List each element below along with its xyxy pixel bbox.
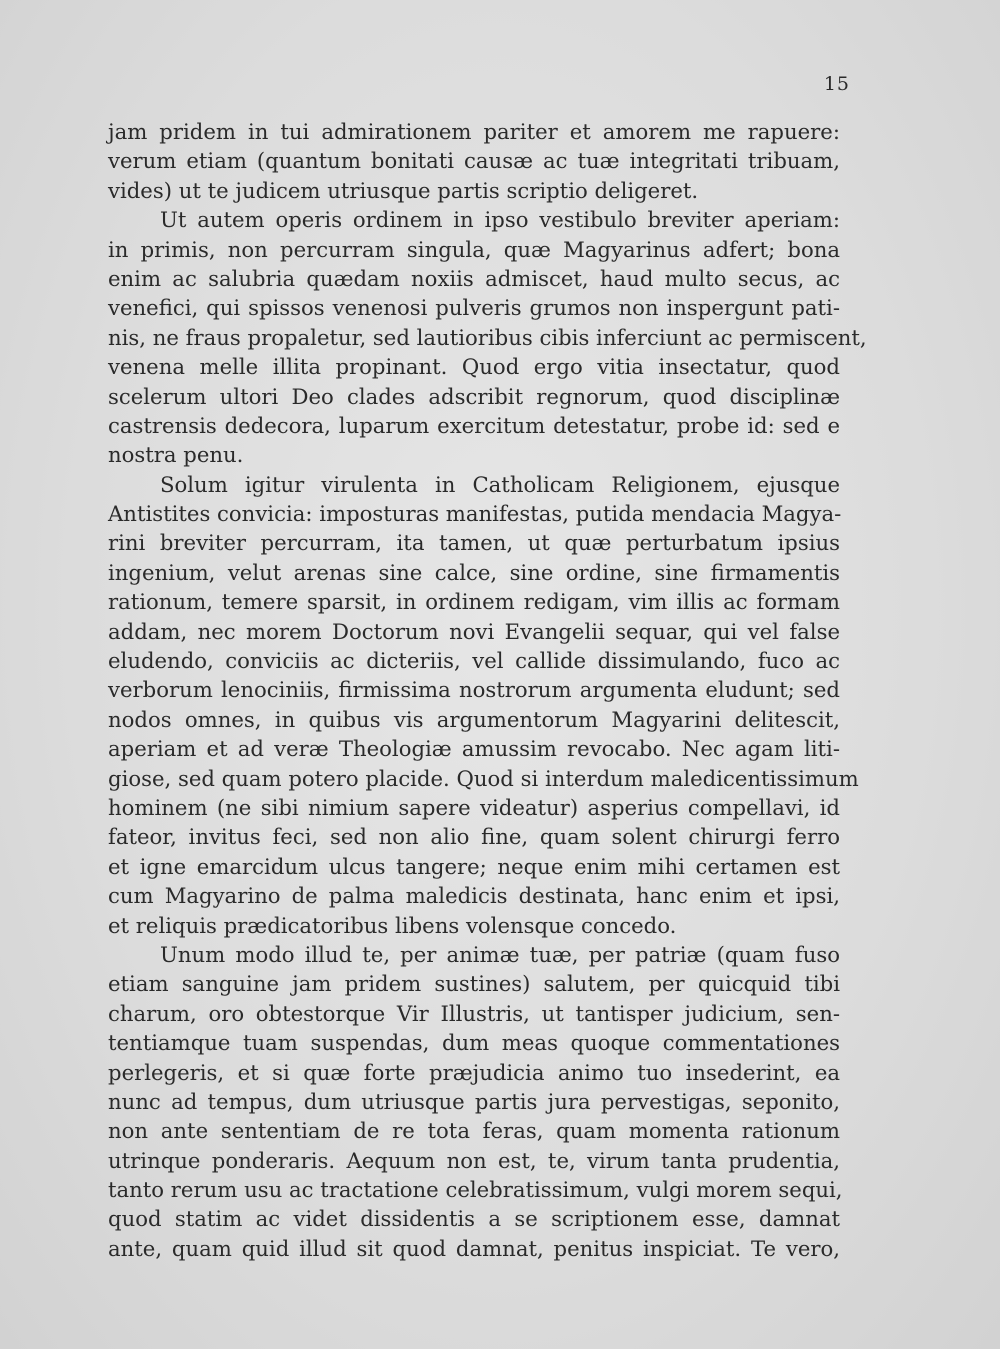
text-line: scelerum ultori Deo clades adscribit regnorum, quod disciplinæ	[108, 383, 840, 409]
body-text	[108, 119, 867, 1265]
text-line: verborum lenociniis, firmissima nostrorum argumenta eludunt; sed	[108, 677, 840, 703]
text-line: nodos omnes, in quibus vis argumentorum Magyarini delitescit,	[108, 706, 840, 732]
text-line: ingenium, velut arenas sine calce, sine ordine, sine firmamentis	[108, 559, 840, 585]
text-line: cum Magyarino de palma maledicis destinata, hanc enim et ipsi,	[108, 883, 840, 909]
text-line: etiam sanguine jam pridem sustines) salutem, per quicquid tibi	[108, 971, 840, 997]
text-line: non ante sententiam de re tota feras, quam momenta rationum	[108, 1118, 840, 1144]
text-line: nostra penu.	[108, 442, 244, 468]
text-line: eludendo, conviciis ac dicteriis, vel callide dissimulando, fuco ac	[108, 648, 840, 674]
text-line: perlegeris, et si quæ forte præjudicia animo tuo insederint, ea	[108, 1059, 840, 1085]
text-line: rationum, temere sparsit, in ordinem redigam, vim illis ac formam	[108, 589, 840, 615]
page-number: 15	[823, 73, 850, 95]
text-line: giose, sed quam potero placide. Quod si interdum maledicentissimum	[108, 765, 859, 791]
text-line: in primis, non percurram singula, quæ Magyarinus adfert; bona	[108, 236, 840, 262]
text-line: Ut autem operis ordinem in ipso vestibulo breviter aperiam:	[160, 207, 840, 233]
text-line: verum etiam (quantum bonitati causæ ac tuæ integritati tribuam,	[108, 148, 840, 174]
paragraph	[108, 207, 867, 472]
text-line: ante, quam quid illud sit quod damnat, penitus inspiciat. Te vero,	[108, 1235, 840, 1261]
text-line: utrinque ponderaris. Aequum non est, te, virum tanta prudentia,	[108, 1147, 840, 1173]
text-line: rini breviter percurram, ita tamen, ut quæ perturbatum ipsius	[108, 530, 840, 556]
text-line: Solum igitur virulenta in Catholicam Religionem, ejusque	[160, 471, 840, 497]
text-line: vides) ut te judicem utriusque partis scriptio deligeret.	[108, 177, 699, 203]
text-line: et igne emarcidum ulcus tangere; neque enim mihi certamen est	[108, 853, 840, 879]
paragraph	[108, 471, 859, 942]
text-line: aperiam et ad veræ Theologiæ amussim revocabo. Nec agam liti-	[108, 736, 840, 762]
text-line: Antistites convicia: imposturas manifestas, putida mendacia Magya-	[108, 501, 842, 527]
text-line: fateor, invitus feci, sed non alio fine, quam solent chirurgi ferro	[108, 824, 840, 850]
text-line: addam, nec morem Doctorum novi Evangelii sequar, qui vel false	[108, 618, 840, 644]
text-line: venefici, qui spissos venenosi pulveris grumos non inspergunt pati-	[108, 295, 840, 321]
text-line: venena melle illita propinant. Quod ergo vitia insectatur, quod	[108, 354, 840, 380]
text-line: nis, ne fraus propaletur, sed lautioribus cibis inferciunt ac permiscent,	[108, 324, 867, 350]
text-line: jam pridem in tui admirationem pariter et amorem me rapuere:	[108, 119, 840, 144]
text-line: charum, oro obtestorque Vir Illustris, ut tantisper judicium, sen-	[108, 1000, 840, 1026]
text-line: enim ac salubria quædam noxiis admiscet, haud multo secus, ac	[108, 265, 840, 291]
text-line: castrensis dedecora, luparum exercitum detestatur, probe id: sed e	[108, 412, 840, 438]
text-line: tanto rerum usu ac tractatione celebratissimum, vulgi morem sequi,	[108, 1177, 843, 1203]
text-line: et reliquis prædicatoribus libens volensque concedo.	[108, 912, 677, 938]
paragraph	[108, 119, 840, 207]
paragraph	[108, 941, 843, 1265]
text-line: hominem (ne sibi nimium sapere videatur) asperius compellavi, id	[108, 794, 840, 820]
text-line: tentiamque tuam suspendas, dum meas quoque commentationes	[108, 1030, 840, 1056]
text-line: Unum modo illud te, per animæ tuæ, per patriæ (quam fuso	[160, 941, 840, 967]
text-line: nunc ad tempus, dum utriusque partis jura pervestigas, seponito,	[108, 1088, 840, 1114]
text-line: quod statim ac videt dissidentis a se scriptionem esse, damnat	[108, 1206, 840, 1232]
